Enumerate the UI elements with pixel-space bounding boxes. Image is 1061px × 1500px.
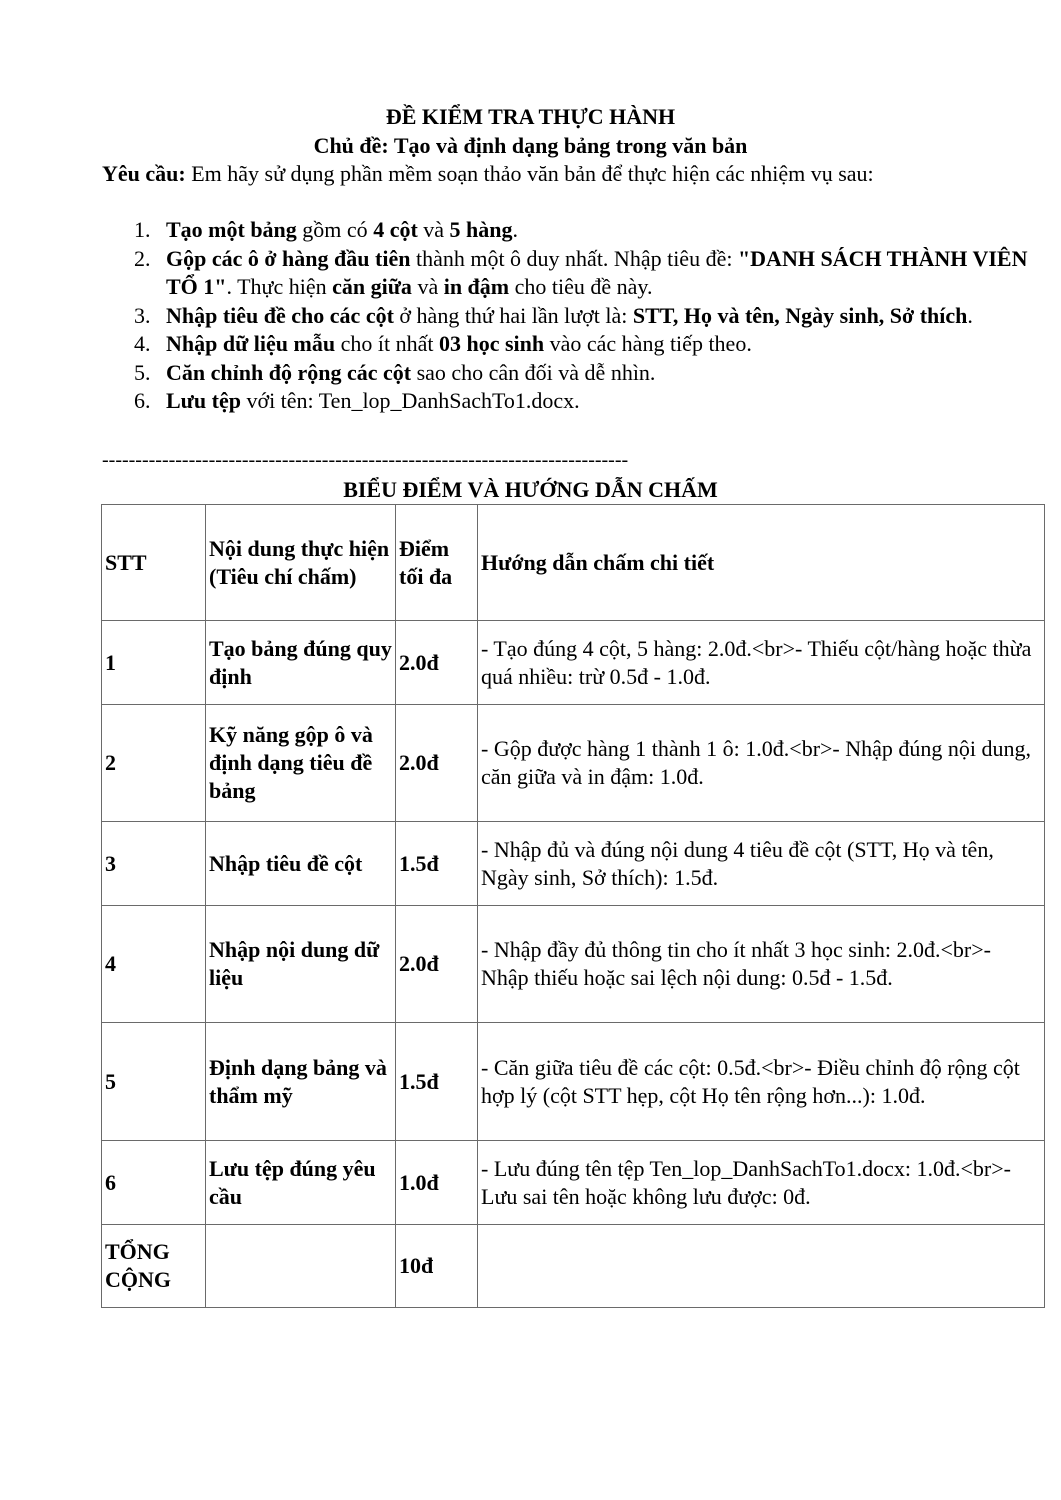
task-text: gồm có [296,217,374,242]
row-stt: 4 [102,906,206,1023]
task-bold-text: in đậm [443,274,510,299]
row-stt: 3 [102,822,206,906]
table-row [102,621,1045,705]
task-item [166,359,1046,388]
row-points: 2.0đ [396,906,478,1023]
table-row [102,906,1045,1023]
task-bold-text: Gộp các ô ở hàng đầu tiên [166,245,411,271]
row-criteria: Nhập tiêu đề cột [206,822,396,906]
row-criteria: Định dạng bảng và thẩm mỹ [206,1023,396,1141]
task-list [102,216,1046,416]
task-item [166,302,1046,331]
total-label: TỔNG CỘNG [102,1225,206,1308]
task-text: . [512,217,519,242]
total-criteria [206,1225,396,1308]
row-stt: 5 [102,1023,206,1141]
row-guide: - Nhập đủ và đúng nội dung 4 tiêu đề cột (STT, Họ và tên, Ngày sinh, Sở thích): 1.5đ. [478,822,1045,906]
header-guide: Hướng dẫn chấm chi tiết [478,505,1045,621]
task-text: ở hàng thứ hai lần lượt là: [393,302,633,328]
task-text: sao cho cân đối và dễ nhìn. [411,359,656,385]
grading-title: BIỂU ĐIỂM VÀ HƯỚNG DẪN CHẤM [343,477,718,502]
row-guide: - Lưu đúng tên tệp Ten_lop_DanhSachTo1.docx: 1.0đ.<br>- Lưu sai tên hoặc không lưu được: 0đ. [478,1141,1045,1225]
requirement-text: Em hãy sử dụng phần mềm soạn thảo văn bản để thực hiện các nhiệm vụ sau: [185,161,874,186]
table-row [102,1023,1045,1141]
row-points: 1.5đ [396,1023,478,1141]
row-points: 1.5đ [396,822,478,906]
row-guide: - Tạo đúng 4 cột, 5 hàng: 2.0đ.<br>- Thiếu cột/hàng hoặc thừa quá nhiều: trừ 0.5đ - 1.0đ. [478,621,1045,705]
table-row [102,705,1045,822]
separator-line: ------------------------------------------------------------------------------- [102,449,629,471]
exam-title: ĐỀ KIỂM TRA THỰC HÀNH [385,104,676,129]
requirement-paragraph [102,160,942,188]
task-text: vào các hàng tiếp theo. [544,331,752,356]
total-points: 10đ [396,1225,478,1308]
task-bold-text: STT, Họ và tên, Ngày sinh, Sở thích [632,302,968,328]
task-text: và [417,217,450,242]
task-item [166,245,1046,302]
total-guide [478,1225,1045,1308]
header-points: Điểm tối đa [396,505,478,621]
task-bold-text: 03 học sinh [438,331,545,356]
table-row [102,1141,1045,1225]
task-text: . Thực hiện [226,274,333,299]
task-bold-text: Căn chỉnh độ rộng các cột [166,359,412,385]
row-criteria: Tạo bảng đúng quy định [206,621,396,705]
requirement-label: Yêu cầu: [102,161,186,186]
row-guide: - Nhập đầy đủ thông tin cho ít nhất 3 học sinh: 2.0đ.<br>- Nhập thiếu hoặc sai lệch nội dung: 0.5đ - 1.5đ. [478,906,1045,1023]
exam-topic: Chủ đề: Tạo và định dạng bảng trong văn bản [313,133,748,158]
grading-table [101,504,1045,1308]
header-criteria: Nội dung thực hiện (Tiêu chí chấm) [206,505,396,621]
task-text: với tên: Ten_lop_DanhSachTo1.docx. [240,388,580,413]
task-text: . [967,302,973,328]
task-bold-text: căn giữa [332,274,412,299]
row-stt: 6 [102,1141,206,1225]
task-bold-text: Nhập dữ liệu mẫu [166,331,336,356]
row-criteria: Nhập nội dung dữ liệu [206,906,396,1023]
task-bold-text: Nhập tiêu đề cho các cột [166,302,394,328]
total-row [102,1225,1045,1308]
row-points: 2.0đ [396,705,478,822]
row-stt: 1 [102,621,206,705]
task-bold-text: Tạo một bảng [166,217,297,242]
task-text: cho ít nhất [335,331,439,356]
task-text: cho tiêu đề này. [509,274,653,299]
row-guide: - Gộp được hàng 1 thành 1 ô: 1.0đ.<br>- Nhập đúng nội dung, căn giữa và in đậm: 1.0đ. [478,705,1045,822]
row-stt: 2 [102,705,206,822]
task-item [166,216,1046,245]
table-row [102,822,1045,906]
table-header-row [102,505,1045,621]
row-criteria: Lưu tệp đúng yêu cầu [206,1141,396,1225]
row-points: 2.0đ [396,621,478,705]
task-text: thành một ô duy nhất. Nhập tiêu đề: [410,245,738,271]
task-bold-text: 4 cột [373,217,418,242]
task-bold-text: 5 hàng [449,217,513,242]
header-stt: STT [102,505,206,621]
task-bold-text: Lưu tệp [166,388,241,413]
task-item [166,330,1046,359]
task-text: và [411,274,444,299]
row-criteria: Kỹ năng gộp ô và định dạng tiêu đề bảng [206,705,396,822]
row-points: 1.0đ [396,1141,478,1225]
row-guide: - Căn giữa tiêu đề các cột: 0.5đ.<br>- Điều chỉnh độ rộng cột hợp lý (cột STT hẹp, cột Họ tên rộng hơn...): 1.0đ. [478,1023,1045,1141]
task-bold-text: "DANH SÁCH THÀNH VIÊN TỔ 1" [166,245,1028,299]
task-item [166,387,1046,416]
